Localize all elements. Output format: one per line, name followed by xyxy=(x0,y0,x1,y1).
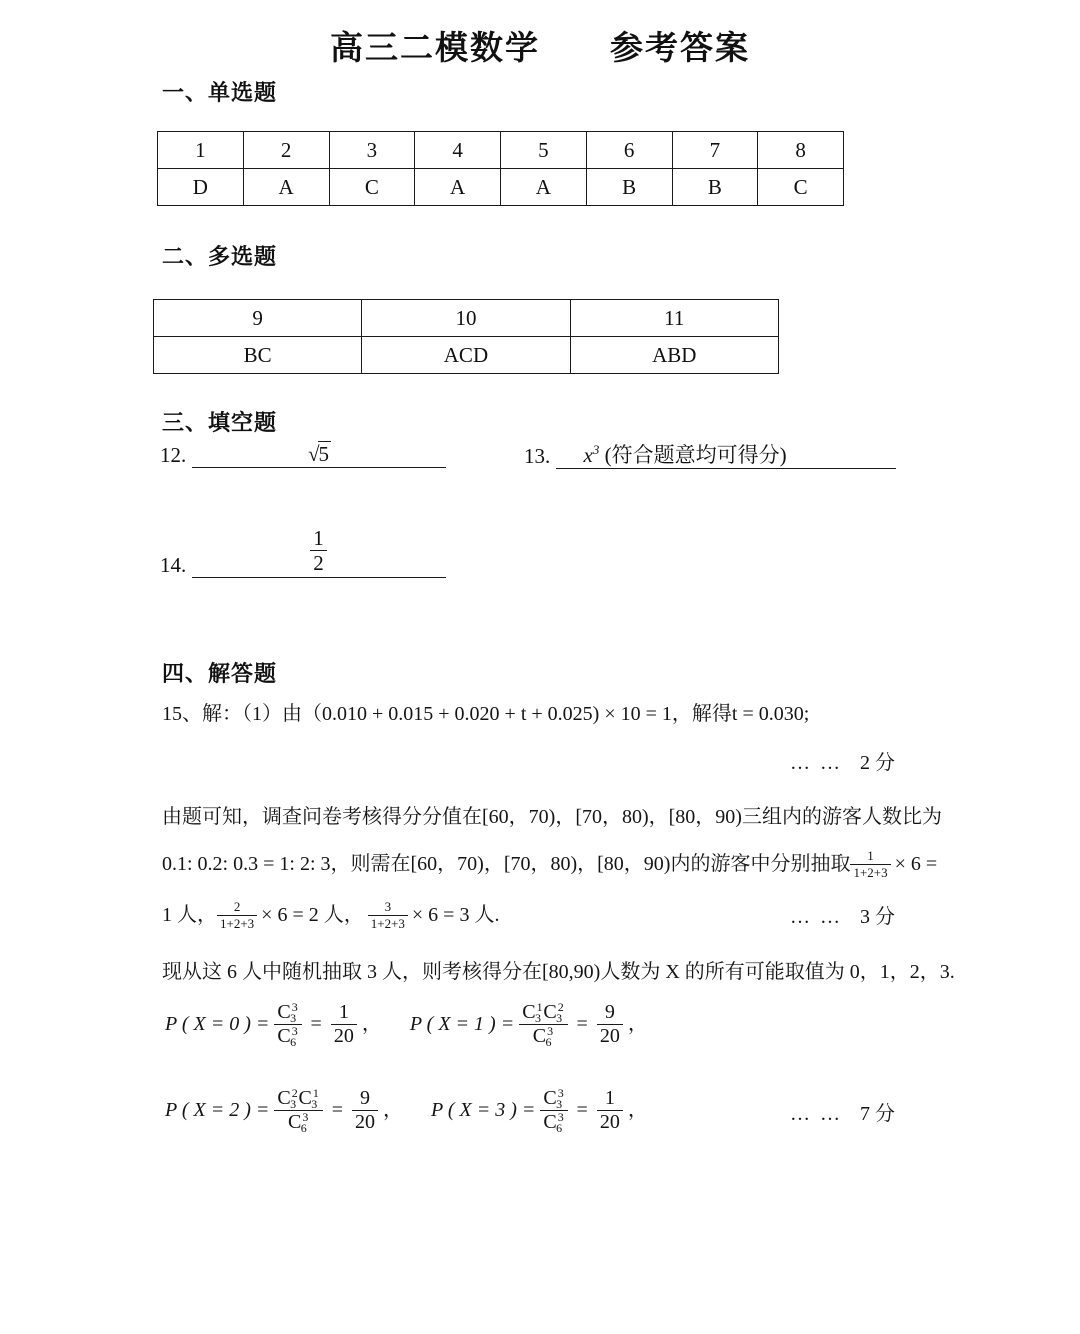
equals-sign: = xyxy=(310,1013,322,1036)
table-cell: 3 xyxy=(329,132,415,169)
combination-symbol: $C^23$ xyxy=(277,1085,298,1111)
fraction-denominator: 20 xyxy=(599,1111,620,1133)
blank-number: 12. xyxy=(160,443,187,468)
combination-symbol: $C^33$ xyxy=(543,1085,564,1111)
comb-superscript: 3 xyxy=(291,999,298,1014)
comb-subscript: 3 xyxy=(311,1096,318,1111)
blank-answer-value xyxy=(584,443,896,468)
solution-line-15-3 xyxy=(162,847,941,881)
fraction-denominator: 1+2+3 xyxy=(370,915,405,931)
blank-answer-line-12 xyxy=(192,443,446,468)
line-text-b: × 6 = 2 人， xyxy=(261,904,364,926)
equals-sign: = xyxy=(331,1099,343,1122)
table-row-answers xyxy=(154,337,779,374)
combination-symbol: $C^23$ xyxy=(543,999,564,1025)
trailing-punctuation: ， xyxy=(382,1099,403,1122)
answer-exponent: 3 xyxy=(592,442,600,457)
single-choice-table xyxy=(157,131,844,206)
table-row-question-numbers xyxy=(158,132,844,169)
comb-superscript: 2 xyxy=(557,999,564,1014)
fraction-denominator xyxy=(540,1111,567,1133)
table-cell: C xyxy=(329,169,415,206)
trailing-punctuation: ， xyxy=(627,1013,648,1036)
fraction-numerator: 1 xyxy=(331,1002,357,1025)
line-text-a: 1 人， xyxy=(162,904,217,926)
fraction-numerator xyxy=(540,1085,567,1111)
fraction-denominator: 20 xyxy=(354,1111,375,1133)
table-cell: A xyxy=(415,169,501,206)
probability-label: P ( X = 3 ) = xyxy=(430,1099,536,1122)
probability-row-2 xyxy=(165,1085,648,1135)
trailing-punctuation: ， xyxy=(627,1099,648,1122)
combination-fraction xyxy=(274,1085,322,1135)
table-cell: ABD xyxy=(570,337,778,374)
blank-number: 14. xyxy=(160,553,187,578)
combination-symbol: $C^33$ xyxy=(277,999,298,1025)
combination-symbol: $C^36$ xyxy=(277,1023,298,1049)
fraction-numerator: 2 xyxy=(217,900,257,916)
table-cell: ACD xyxy=(362,337,570,374)
answer-note: (符合题意均可得分) xyxy=(604,443,787,467)
result-fraction xyxy=(331,1002,357,1047)
blank-number: 13. xyxy=(524,444,551,469)
table-cell: A xyxy=(501,169,587,206)
table-cell: 5 xyxy=(501,132,587,169)
comb-superscript: 1 xyxy=(312,1085,319,1100)
table-cell: D xyxy=(158,169,244,206)
probability-label: P ( X = 0 ) = xyxy=(165,1013,270,1036)
combination-fraction xyxy=(274,999,301,1049)
comb-subscript: 6 xyxy=(545,1034,552,1049)
probability-row-1 xyxy=(165,999,648,1049)
comb-subscript: 6 xyxy=(556,1120,563,1135)
comb-subscript: 3 xyxy=(290,1010,297,1025)
multi-choice-table xyxy=(153,299,779,374)
fraction-numerator: 9 xyxy=(597,1002,623,1025)
section-heading-fill-blank: 三、填空题 xyxy=(162,411,278,436)
equals-sign: = xyxy=(576,1099,588,1122)
comb-subscript: 3 xyxy=(556,1096,563,1111)
fraction-denominator: 1+2+3 xyxy=(220,915,255,931)
line-text-c: × 6 = 3 人. xyxy=(411,904,500,926)
table-cell: 11 xyxy=(570,300,778,337)
combination-symbol: $C^36$ xyxy=(287,1109,309,1135)
solution-line-15-1: 15、解：（1）由（0.010 + 0.015 + 0.020 + t + 0.025) × 10 = 1，解得t = 0.030; xyxy=(162,703,810,725)
fill-blank-item-14 xyxy=(160,528,446,578)
table-cell: 9 xyxy=(154,300,362,337)
result-fraction xyxy=(597,1002,623,1047)
line-text-b: × 6 = xyxy=(894,853,938,875)
page-title: 高三二模数学 参考答案 xyxy=(330,31,750,67)
probability-label: P ( X = 1 ) = xyxy=(409,1013,515,1036)
combination-fraction xyxy=(540,1085,567,1135)
comb-superscript: 1 xyxy=(536,999,543,1014)
comb-subscript: 3 xyxy=(534,1010,541,1025)
comb-subscript: 3 xyxy=(556,1010,563,1025)
comb-superscript: 2 xyxy=(291,1085,298,1100)
section-heading-solutions: 四、解答题 xyxy=(162,662,278,687)
line-text-a: 0.1: 0.2: 0.3 = 1: 2: 3，则需在[60，70)，[70，80)，[80，90)内的游客中分别抽取 xyxy=(162,853,851,875)
table-cell: C xyxy=(758,169,844,206)
fraction-denominator: 1+2+3 xyxy=(853,864,888,880)
comb-subscript: 3 xyxy=(290,1096,297,1111)
solution-line-15-2: 由题可知，调查问卷考核得分分值在[60，70)，[70，80)，[80，90)三组内的游客人数比为 xyxy=(162,806,942,828)
comb-superscript: 3 xyxy=(302,1109,309,1124)
table-cell: B xyxy=(672,169,758,206)
radicand: 5 xyxy=(318,442,330,466)
fill-blank-item-13 xyxy=(524,443,896,469)
probability-expression-3 xyxy=(430,1085,648,1135)
equals-sign: = xyxy=(576,1013,588,1036)
blank-answer-line-13 xyxy=(556,443,896,469)
fraction-denominator: 2 xyxy=(313,551,324,576)
score-marker-2: … … 2 分 xyxy=(790,752,895,774)
result-fraction xyxy=(352,1088,378,1133)
table-row-answers xyxy=(158,169,844,206)
combination-symbol: $C^36$ xyxy=(543,1109,564,1135)
fraction-numerator: 1 xyxy=(310,527,327,551)
table-cell: 10 xyxy=(362,300,570,337)
fraction-numerator: 1 xyxy=(850,849,890,865)
combination-symbol: $C^13$ xyxy=(298,1085,319,1111)
blank-answer-value xyxy=(192,443,446,467)
table-cell: 8 xyxy=(758,132,844,169)
square-root-icon: √5 xyxy=(307,442,330,466)
comb-superscript: 3 xyxy=(557,1109,564,1124)
fraction xyxy=(217,900,257,930)
table-cell: B xyxy=(586,169,672,206)
table-cell: BC xyxy=(154,337,362,374)
fraction-numerator: 3 xyxy=(368,900,408,916)
probability-expression-1 xyxy=(409,999,648,1049)
table-cell: 4 xyxy=(415,132,501,169)
blank-answer-value xyxy=(192,528,446,577)
fraction-denominator xyxy=(519,1025,567,1047)
table-cell: 6 xyxy=(586,132,672,169)
fraction xyxy=(850,849,890,879)
combination-symbol: $C^36$ xyxy=(532,1023,554,1049)
section-heading-single-choice: 一、单选题 xyxy=(162,81,278,106)
table-cell: 1 xyxy=(158,132,244,169)
combination-symbol: $C^13$ xyxy=(522,999,543,1025)
score-marker-7: … … 7 分 xyxy=(790,1103,895,1125)
fraction-numerator: 1 xyxy=(597,1088,623,1111)
combination-fraction xyxy=(519,999,567,1049)
answer-base: x xyxy=(583,443,593,467)
result-fraction xyxy=(597,1088,623,1133)
probability-expression-2 xyxy=(165,1085,403,1135)
table-cell: 2 xyxy=(243,132,329,169)
fraction-numerator xyxy=(519,999,567,1025)
solution-line-15-4 xyxy=(162,898,503,932)
blank-answer-line-14 xyxy=(192,528,446,578)
fill-blank-item-12 xyxy=(160,443,446,468)
fraction-denominator: 20 xyxy=(599,1025,620,1047)
fraction-numerator xyxy=(274,999,301,1025)
fraction-numerator xyxy=(274,1085,322,1111)
fraction-denominator: 20 xyxy=(333,1025,354,1047)
table-cell: A xyxy=(243,169,329,206)
solution-line-15-5: 现从这 6 人中随机抽取 3 人，则考核得分在[80,90)人数为 X 的所有可能取值为 0，1，2，3. xyxy=(162,961,955,983)
comb-superscript: 3 xyxy=(547,1023,554,1038)
fraction-denominator xyxy=(274,1025,301,1047)
trailing-punctuation: ， xyxy=(361,1013,382,1036)
score-marker-3: … … 3 分 xyxy=(790,906,895,928)
table-cell: 7 xyxy=(672,132,758,169)
comb-subscript: 6 xyxy=(300,1120,307,1135)
fraction-numerator: 9 xyxy=(352,1088,378,1111)
fraction xyxy=(368,900,408,930)
fraction-denominator xyxy=(274,1111,322,1133)
table-row-question-numbers xyxy=(154,300,779,337)
fraction xyxy=(310,527,327,574)
probability-expression-0 xyxy=(165,999,382,1049)
section-heading-multi-choice: 二、多选题 xyxy=(162,245,278,270)
comb-superscript: 3 xyxy=(557,1085,564,1100)
comb-subscript: 6 xyxy=(290,1034,297,1049)
comb-superscript: 3 xyxy=(291,1023,298,1038)
probability-label: P ( X = 2 ) = xyxy=(165,1099,270,1122)
